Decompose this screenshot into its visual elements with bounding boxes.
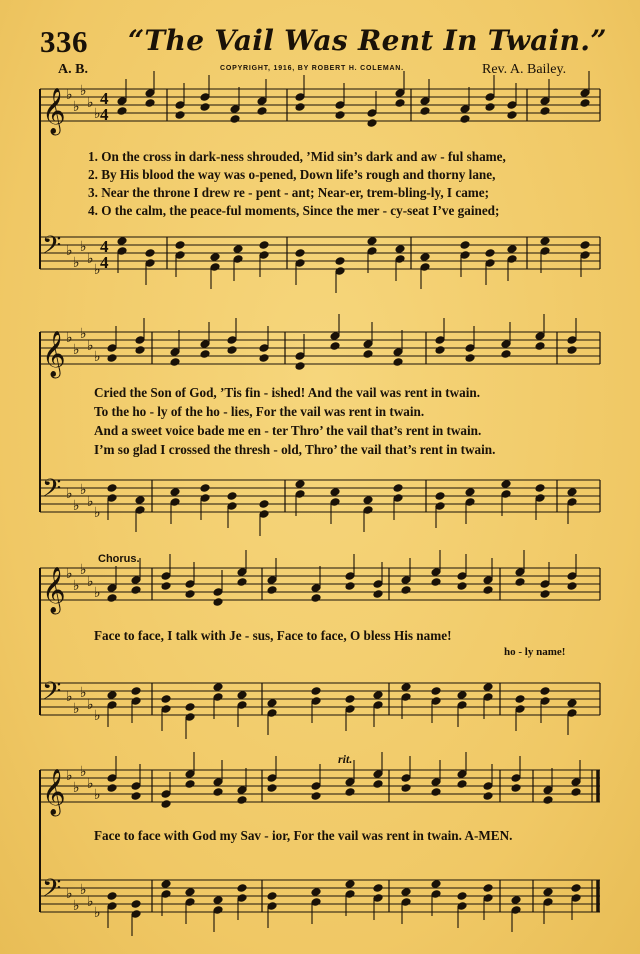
verse-4-line-2: I’m so glad I crossed the thresh - old, Thro’ the vail that’s rent in twain. [94,442,496,457]
chorus-label: Chorus. [98,553,140,565]
lyricist-name: Rev. A. Bailey. [482,62,567,77]
verse-2-line-1: 2. By His blood the way was o-pened, Down life’s rough and thorny lane, [88,167,496,182]
svg-text:𝄢: 𝄢 [42,874,62,909]
svg-text:4: 4 [100,253,109,272]
chorus-line-1: Face to face, I talk with Je - sus, Face to face, O bless His name! [94,628,452,643]
svg-text:♭: ♭ [80,764,87,780]
svg-text:4: 4 [100,105,109,124]
svg-text:♭: ♭ [87,95,94,111]
svg-text:♭: ♭ [87,338,94,354]
chorus-line-1-alto: ho - ly name! [504,646,566,658]
svg-text:♭: ♭ [66,243,73,259]
svg-text:♭: ♭ [66,87,73,103]
svg-text:♭: ♭ [94,787,101,803]
svg-text:♭: ♭ [73,498,80,514]
svg-text:♭: ♭ [94,349,101,365]
svg-text:4: 4 [100,237,109,256]
svg-text:♭: ♭ [73,255,80,271]
svg-text:♭: ♭ [94,708,101,724]
svg-text:♭: ♭ [73,898,80,914]
svg-text:𝄞: 𝄞 [42,567,66,613]
svg-text:♭: ♭ [80,326,87,342]
svg-text:♭: ♭ [87,697,94,713]
svg-text:♭: ♭ [80,482,87,498]
verse-2-line-2: To the ho - ly of the ho - lies, For the vail was rent in twain. [94,404,425,419]
verse-1-line-2: Cried the Son of God, ’Tis fin - ished! And the vail was rent in twain. [94,385,481,400]
svg-text:♭: ♭ [87,494,94,510]
svg-text:♭: ♭ [80,882,87,898]
svg-text:♭: ♭ [87,251,94,267]
composer-initials: A. B. [58,62,88,77]
verse-1-line-1: 1. On the cross in dark-ness shrouded, ’Mid sin’s dark and aw - ful shame, [88,149,506,164]
verse-3-line-1: 3. Near the throne I drew re - pent - ant; Near-er, trem-bling-ly, I came; [88,185,490,200]
svg-text:𝄞: 𝄞 [42,769,66,815]
svg-text:𝄢: 𝄢 [42,231,62,266]
svg-text:𝄞: 𝄞 [42,331,66,377]
svg-text:♭: ♭ [87,894,94,910]
svg-text:♭: ♭ [94,505,101,521]
svg-text:𝄞: 𝄞 [42,88,66,134]
svg-text:♭: ♭ [94,585,101,601]
tempo-marking: rit. [338,752,353,766]
copyright-notice: COPYRIGHT, 1916, BY ROBERT H. COLEMAN. [220,65,404,72]
svg-text:♭: ♭ [94,106,101,122]
verse-3-line-2: And a sweet voice bade me en - ter Thro’ the vail that’s rent in twain. [94,423,482,438]
svg-text:4: 4 [100,89,109,108]
svg-text:♭: ♭ [94,905,101,921]
svg-text:𝄢: 𝄢 [42,474,62,509]
svg-text:♭: ♭ [73,578,80,594]
hymn-number: 336 [40,24,88,59]
svg-text:♭: ♭ [94,262,101,278]
svg-text:♭: ♭ [73,780,80,796]
svg-text:♭: ♭ [66,886,73,902]
svg-text:♭: ♭ [73,701,80,717]
svg-text:♭: ♭ [87,574,94,590]
chorus-line-2: Face to face with God my Sav - ior, For the vail was rent in twain. A-MEN. [94,828,513,843]
svg-text:♭: ♭ [66,689,73,705]
verse-4-line-1: 4. O the calm, the peace-ful moments, Since the mer - cy-seat I’ve gained; [88,203,500,218]
hymn-title: “The Vail Was Rent In Twain.” [128,24,607,57]
svg-text:♭: ♭ [87,776,94,792]
svg-text:♭: ♭ [66,566,73,582]
svg-text:♭: ♭ [80,562,87,578]
svg-text:♭: ♭ [80,83,87,99]
svg-text:♭: ♭ [66,768,73,784]
svg-text:𝄢: 𝄢 [42,677,62,712]
svg-text:♭: ♭ [80,685,87,701]
svg-text:♭: ♭ [80,239,87,255]
svg-text:♭: ♭ [73,99,80,115]
svg-text:♭: ♭ [66,486,73,502]
svg-text:♭: ♭ [66,330,73,346]
svg-text:♭: ♭ [73,342,80,358]
